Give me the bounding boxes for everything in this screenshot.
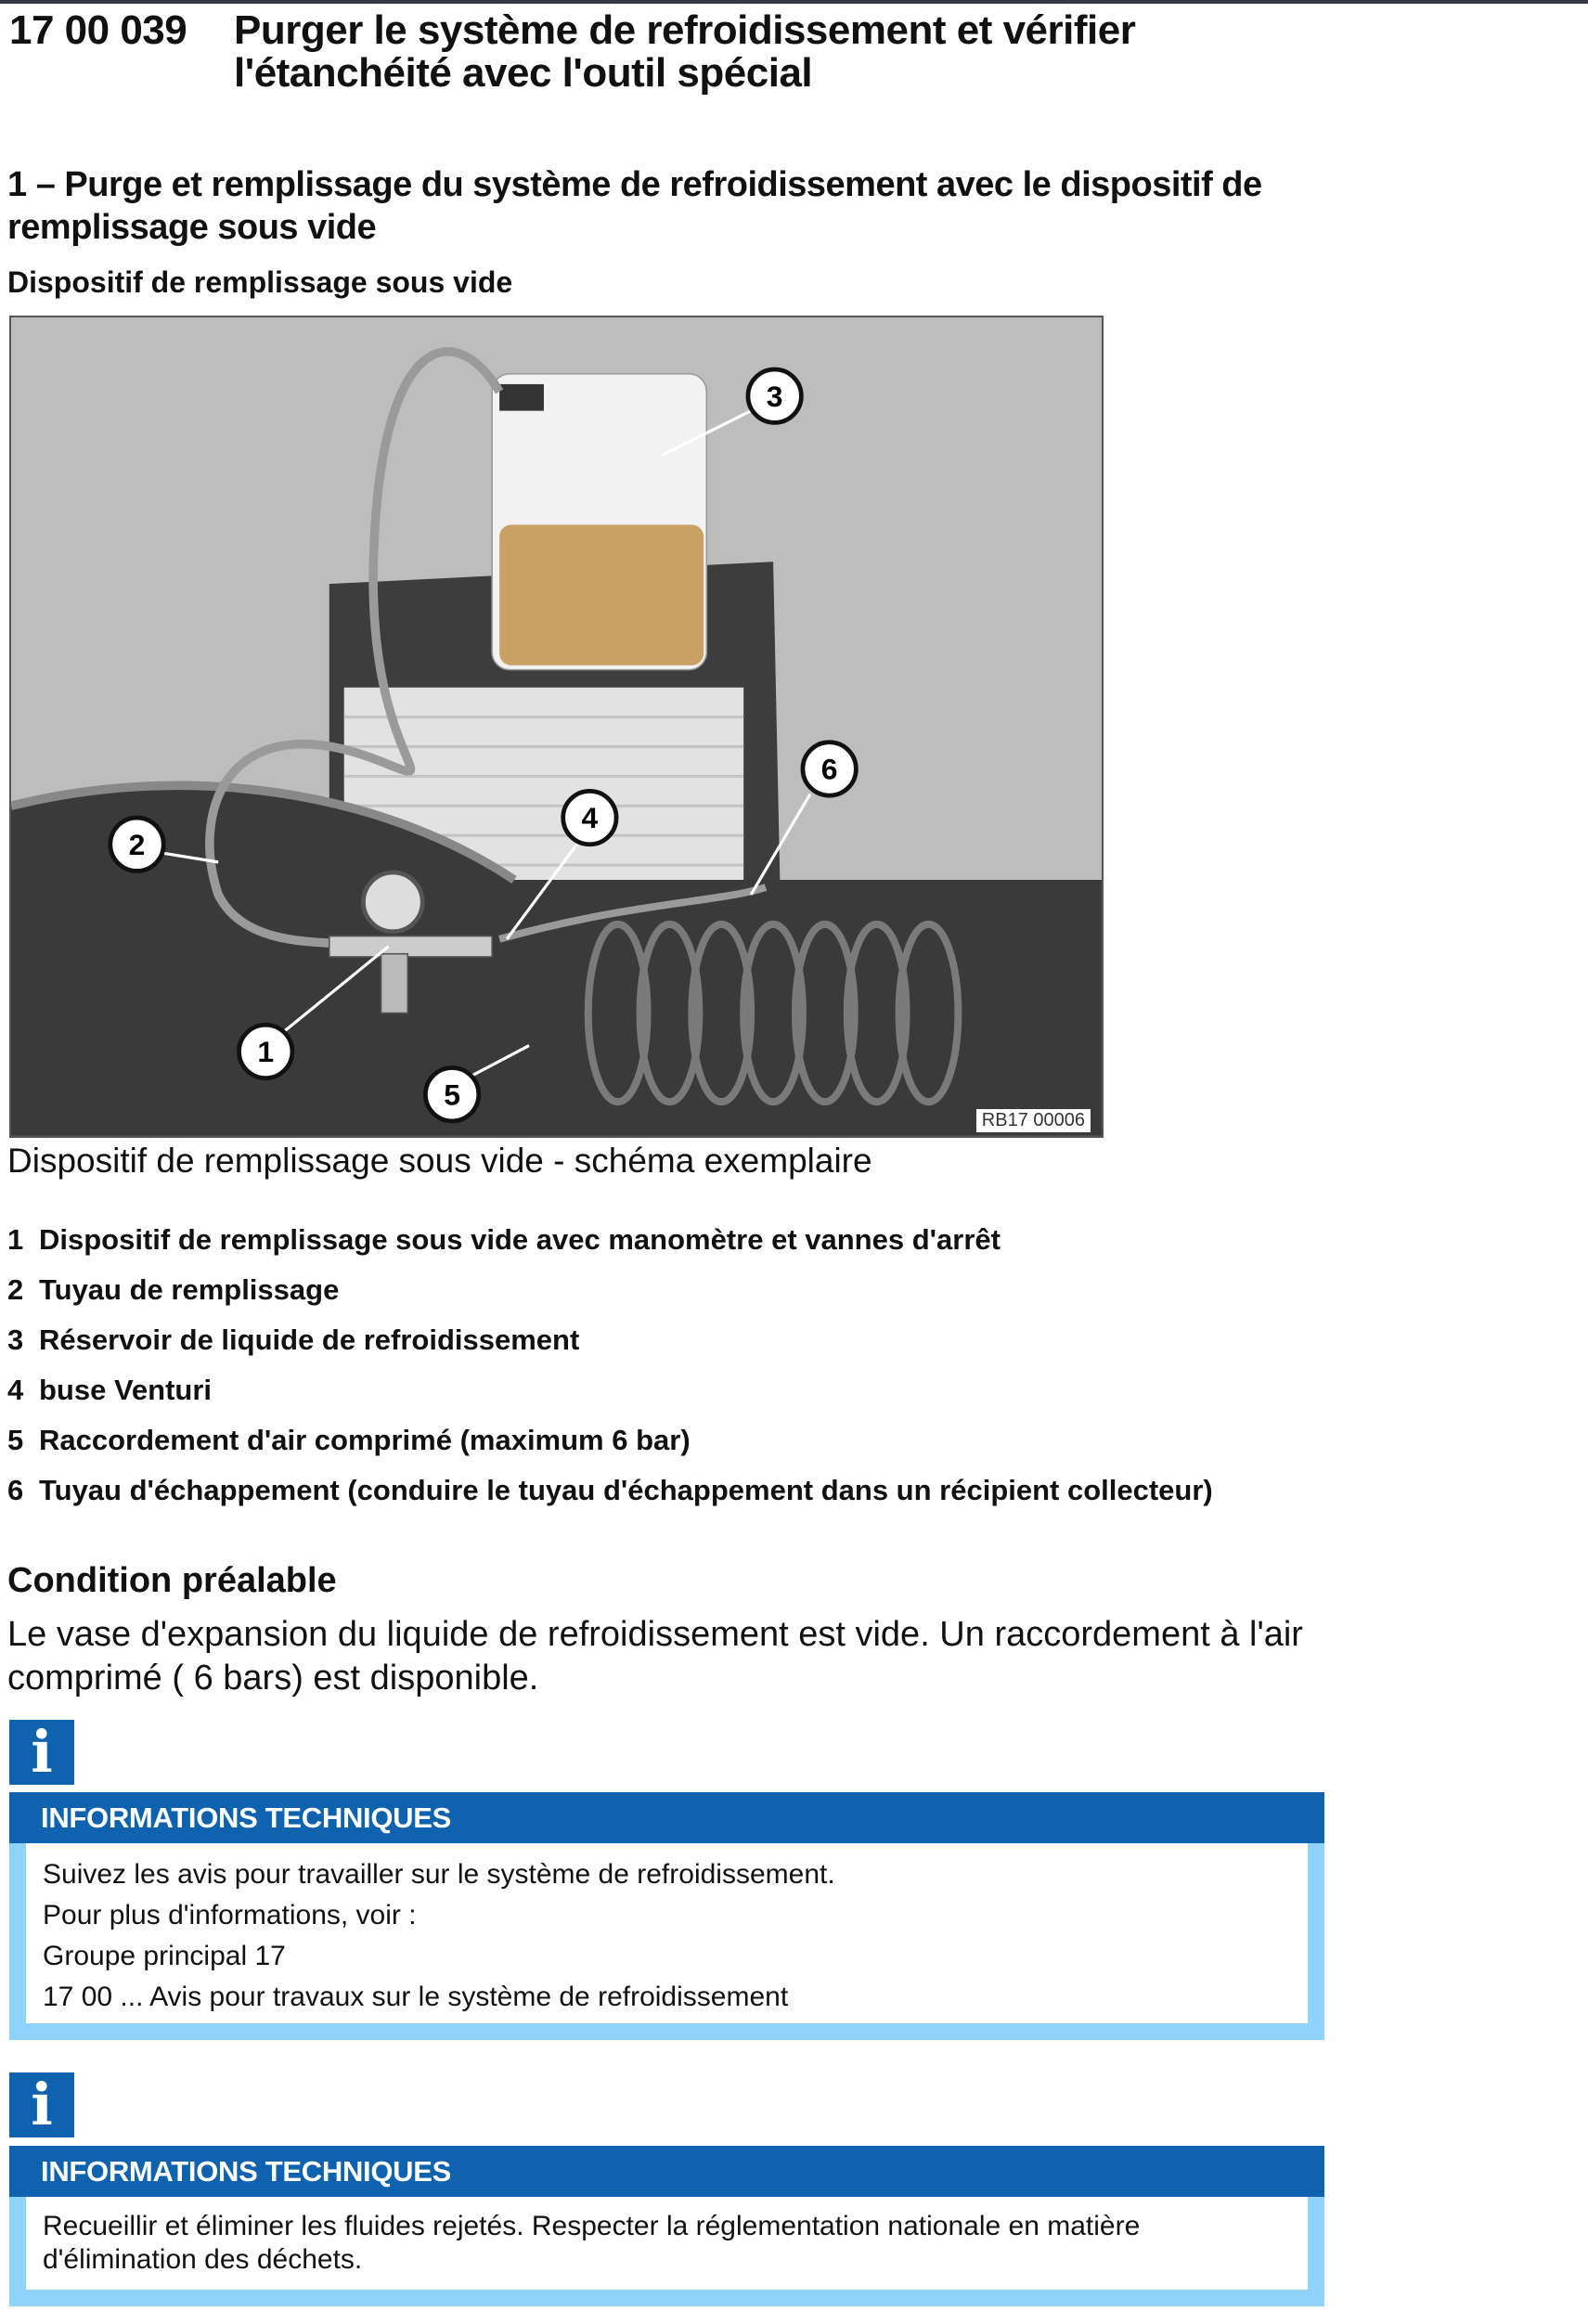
info-box-header: INFORMATIONS TECHNIQUES	[9, 1792, 1324, 1843]
vacuum-filler-diagram	[11, 317, 1102, 1136]
list-item: 4 buse Venturi	[7, 1374, 213, 1406]
svg-text:6: 6	[820, 752, 838, 786]
callout-5	[425, 1067, 478, 1120]
callout-2	[110, 818, 163, 871]
figure-reference: RB17 00006	[976, 1109, 1091, 1132]
info-icon: i	[9, 2072, 74, 2137]
list-item: 3 Réservoir de liquide de refroidissement	[7, 1323, 580, 1356]
svg-text:5: 5	[444, 1078, 460, 1112]
list-item: 1 Dispositif de remplissage sous vide avec manomètre et vannes d'arrêt	[7, 1223, 1001, 1256]
figure-heading: Dispositif de remplissage sous vide	[7, 265, 513, 299]
list-item: 2 Tuyau de remplissage	[7, 1273, 340, 1306]
info-box-body	[26, 1843, 1308, 2023]
condition-text: Le vase d'expansion du liquide de refroidissement est vide. Un raccordement à l'air comprimé ( 6 bars) est disponible.	[7, 1615, 1303, 1698]
doc-title: Purger le système de refroidissement et vérifier l'étanchéité avec l'outil spécial	[234, 7, 1136, 96]
info-box-header: INFORMATIONS TECHNIQUES	[9, 2146, 1324, 2197]
section-heading: 1 – Purge et remplissage du système de refroidissement avec le dispositif de remplissage sous vide	[7, 165, 1262, 247]
legend-list	[7, 1223, 1213, 1524]
condition-heading: Condition préalable	[7, 1561, 337, 1600]
callout-3	[748, 369, 801, 422]
svg-text:4: 4	[581, 801, 599, 835]
svg-text:3: 3	[766, 379, 783, 413]
info-box	[9, 2146, 1324, 2306]
info-line: Groupe principal 17	[43, 1941, 286, 1971]
figure-illustration	[9, 316, 1104, 1138]
figure-caption: Dispositif de remplissage sous vide - schéma exemplaire	[7, 1142, 872, 1180]
callout-4	[563, 791, 616, 844]
info-box-body	[26, 2197, 1308, 2290]
info-line: 17 00 ... Avis pour travaux sur le système de refroidissement	[43, 1982, 789, 2012]
doc-number: 17 00 039	[9, 7, 187, 53]
info-box	[9, 1792, 1324, 2040]
info-line: Suivez les avis pour travailler sur le système de refroidissement.	[43, 1859, 835, 1890]
list-item: 6 Tuyau d'échappement (conduire le tuyau d'échappement dans un récipient collecteur)	[7, 1474, 1213, 1506]
info-icon: i	[9, 1720, 74, 1785]
info-line: Recueillir et éliminer les fluides rejetés. Respecter la réglementation nationale en matière d'élimination des déchets.	[43, 2211, 1141, 2275]
list-item: 5 Raccordement d'air comprimé (maximum 6 bar)	[7, 1424, 691, 1456]
svg-text:1: 1	[257, 1035, 275, 1069]
svg-text:2: 2	[128, 827, 146, 861]
callout-1	[239, 1025, 292, 1078]
info-line: Pour plus d'informations, voir :	[43, 1900, 417, 1930]
callout-6	[803, 742, 856, 795]
top-bar	[0, 0, 1588, 4]
